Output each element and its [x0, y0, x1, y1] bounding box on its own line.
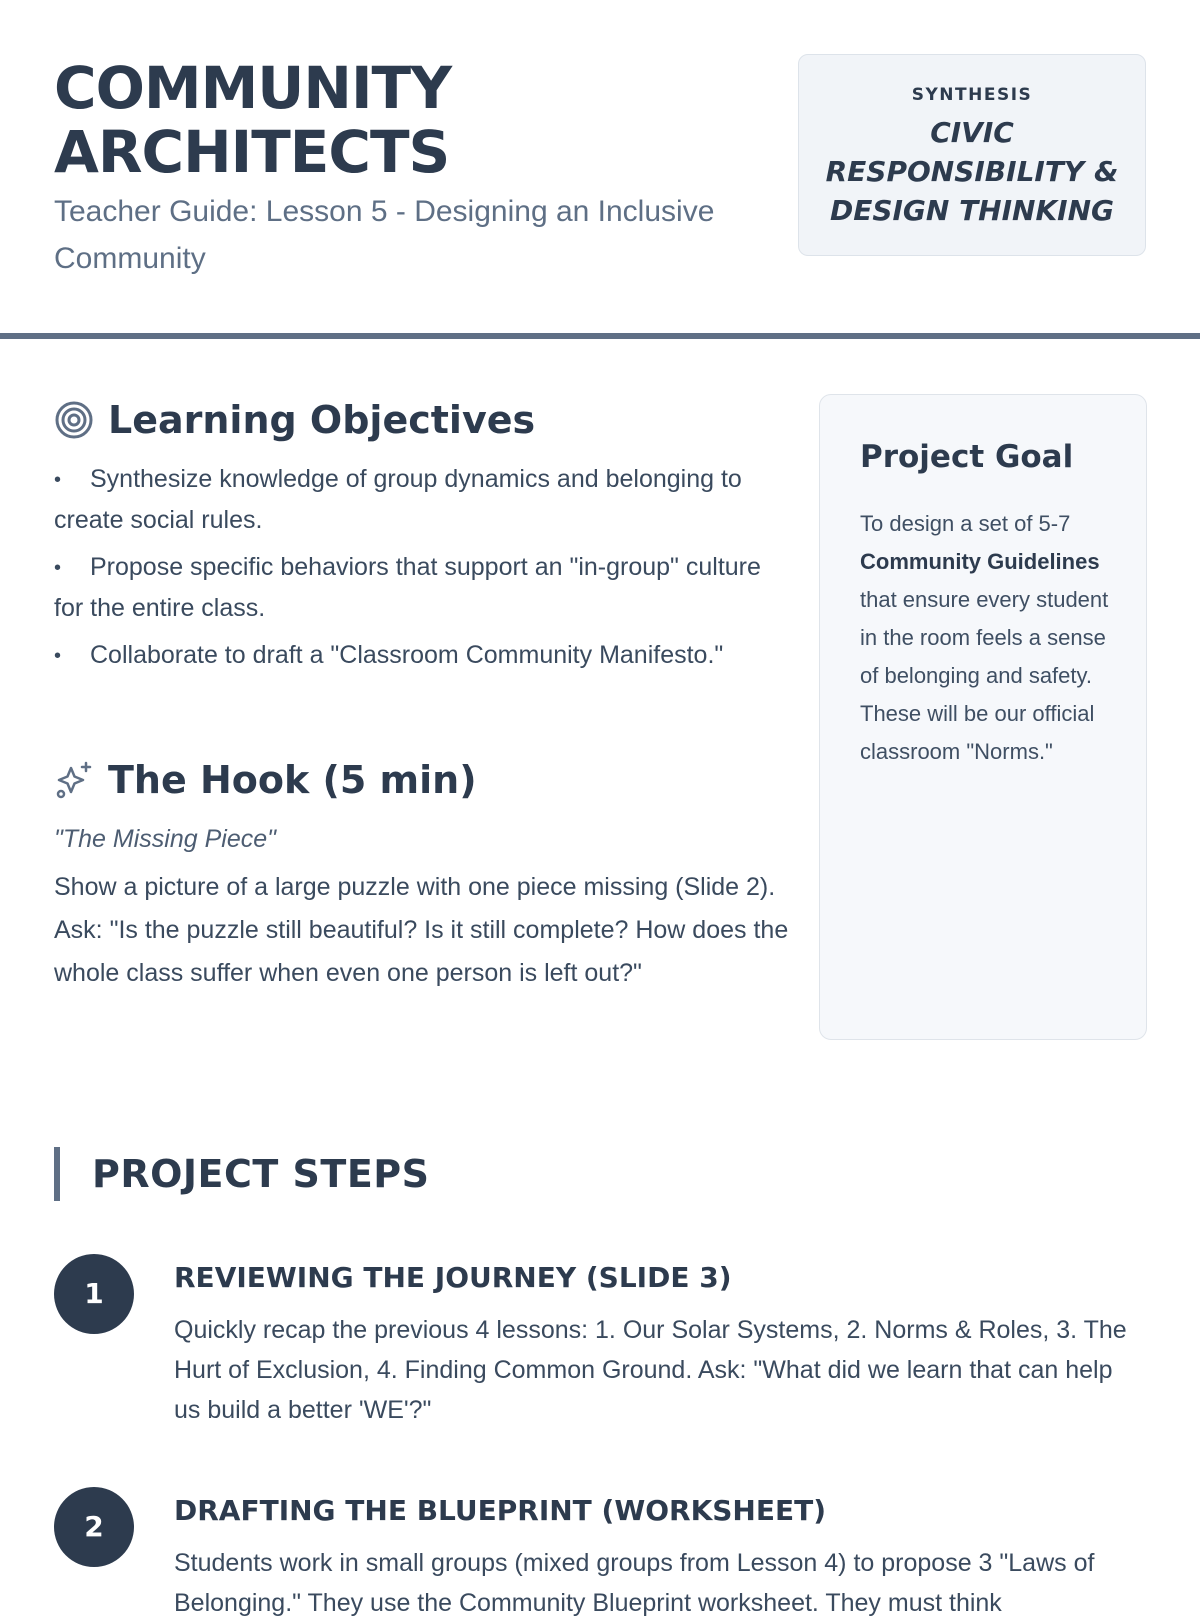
project-goal-card: [819, 394, 1147, 1040]
page-title: [54, 56, 774, 184]
step-title: REVIEWING THE JOURNEY (SLIDE 3): [174, 1261, 732, 1294]
bullet-icon: •: [54, 469, 62, 491]
learning-objectives-heading: [54, 397, 535, 443]
theme-title: CIVIC RESPONSIBILITY & DESIGN THINKING: [825, 116, 1119, 227]
learning-objectives-title: Learning Objectives: [108, 398, 536, 442]
objective-text: Synthesize knowledge of group dynamics and belonging to create social rules.: [54, 465, 742, 534]
goal-text-highlight: Community Guidelines: [860, 549, 1100, 574]
project-goal-heading: Project Goal: [860, 439, 1074, 475]
hook-quote: "The Missing Piece": [54, 825, 276, 853]
step-description: Quickly recap the previous 4 lessons: 1. Our Solar Systems, 2. Norms & Roles, 3. The Hurt of Exclusion, 4. Finding Common Ground. Ask: "What did we learn that can help us build a better 'WE'?": [174, 1316, 1127, 1424]
goal-text-start: To design a set of 5-7: [860, 511, 1071, 536]
hook-description: Show a picture of a large puzzle with one piece missing (Slide 2). Ask: "Is the puzzle still beautiful? Is it still complete? How does the whole class suffer when even one person is left out?": [54, 873, 789, 987]
target-icon: [54, 400, 94, 440]
goal-text-end: that ensure every student in the room feels a sense of belonging and safety. These will be our official classroom "Norms.": [860, 587, 1109, 764]
lesson-subtitle: Teacher Guide: Lesson 5 - Designing an Inclusive Community: [54, 195, 715, 275]
project-goal-text: [860, 505, 1120, 771]
objective-item: [54, 547, 794, 628]
theme-card: [798, 54, 1146, 256]
page-title-line-1: COMMUNITY: [54, 54, 452, 122]
objective-item: [54, 635, 794, 676]
objective-item: [54, 459, 794, 540]
header-divider: [0, 333, 1200, 339]
objective-text: Propose specific behaviors that support an "in-group" culture for the entire class.: [54, 553, 761, 622]
step-title: DRAFTING THE BLUEPRINT (WORKSHEET): [174, 1494, 827, 1527]
hook-heading: [54, 757, 477, 803]
bullet-icon: •: [54, 557, 62, 579]
page-header: [0, 0, 1200, 340]
sparkle-icon: [54, 760, 94, 800]
step-description: Students work in small groups (mixed groups from Lesson 4) to propose 3 "Laws of Belonging." They use the Community Blueprint worksheet. They must think: [174, 1549, 1095, 1617]
step-number-badge: 2: [54, 1487, 134, 1567]
project-steps-heading: PROJECT STEPS: [54, 1147, 430, 1201]
page-title-line-2: ARCHITECTS: [54, 118, 450, 186]
objective-text: Collaborate to draft a "Classroom Community Manifesto.": [90, 641, 724, 669]
hook-title: The Hook (5 min): [108, 758, 477, 802]
step-number-badge: 1: [54, 1254, 134, 1334]
bullet-icon: •: [54, 645, 62, 667]
theme-kicker: SYNTHESIS: [911, 85, 1033, 105]
objectives-list: [54, 459, 794, 683]
